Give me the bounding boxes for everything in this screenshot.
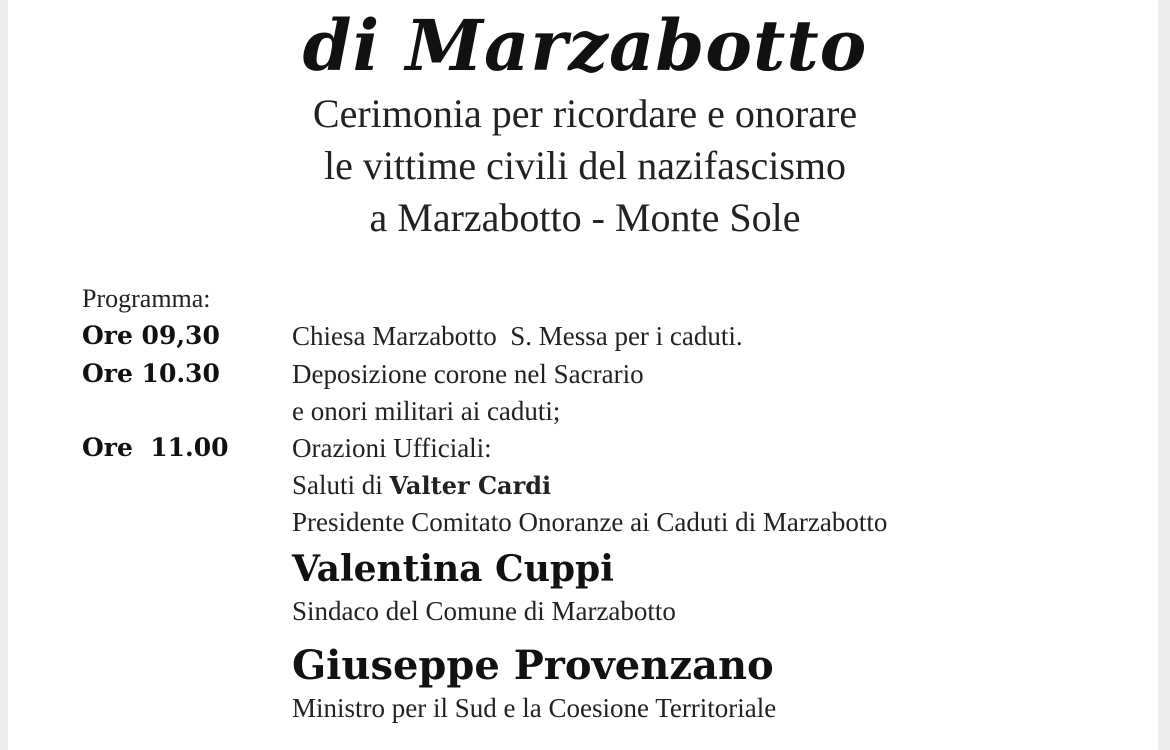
- program-item-3-line-1: Orazioni Ufficiali:: [292, 433, 492, 463]
- program-time-1: Ore 09,30: [82, 321, 220, 350]
- speaker-1-name: Valentina Cuppi: [292, 548, 614, 590]
- greeting-role: Presidente Comitato Onoranze ai Caduti di Marzabotto: [292, 507, 888, 537]
- program-item-2-line-1: Deposizione corone nel Sacrario: [292, 359, 644, 389]
- subtitle-line-3: a Marzabotto - Monte Sole: [369, 195, 801, 240]
- subtitle-line-2: le vittime civili del nazifascismo: [323, 143, 847, 188]
- subtitle-line-1: Cerimonia per ricordare e onorare: [312, 91, 858, 136]
- speaker-2-name: Giuseppe Provenzano: [292, 642, 774, 689]
- program-label: Programma:: [82, 284, 211, 313]
- greeting-line: [292, 468, 551, 503]
- page-title: di Marzabotto: [302, 4, 868, 87]
- program-time-2: Ore 10.30: [82, 359, 220, 388]
- program-time-3: Ore 11.00: [82, 433, 229, 462]
- program-item-1-line-1: Chiesa Marzabotto S. Messa per i caduti.: [292, 321, 743, 351]
- speaker-2-role: Ministro per il Sud e la Coesione Territoriale: [292, 693, 777, 723]
- greeting-name: Valter Cardi: [389, 471, 552, 500]
- speaker-1-role: Sindaco del Comune di Marzabotto: [292, 596, 676, 626]
- greeting-prefix: Saluti di: [292, 470, 390, 500]
- program-item-2-line-2: e onori militari ai caduti;: [292, 396, 561, 426]
